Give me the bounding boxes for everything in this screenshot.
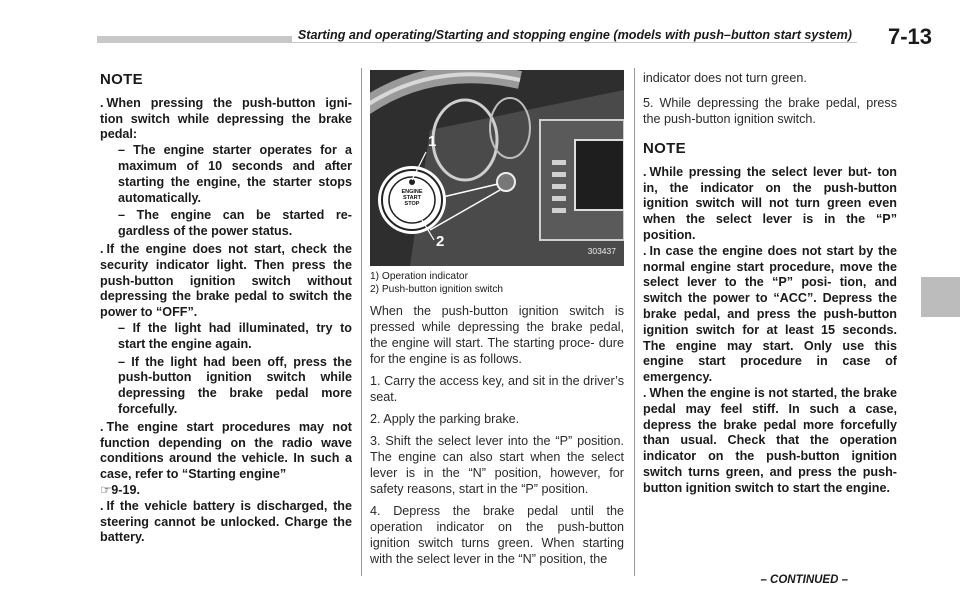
bullet-text: If the vehicle battery is discharged, the steering cannot be unlocked. Charge the battery. bbox=[100, 498, 352, 545]
procedure-step: 3. Shift the select lever into the “P” position. The engine can also start when the select lever is in the “N” position, however, for safety reasons, start in the “P” position. bbox=[370, 434, 624, 497]
figure-label-1: 1 bbox=[428, 133, 437, 150]
procedure-step: 4. Depress the brake pedal until the operation indicator on the push-button ignition switch turns green. When starting with the select lever in the “N” position, the bbox=[370, 504, 624, 567]
chapter-tab bbox=[921, 277, 960, 317]
bullet-text: While pressing the select lever but- ton in, the indicator on the push-button ignition switch will not turn green even when the select lever is in the “P” position. bbox=[643, 164, 897, 242]
note-subitem: – The engine can be started re- gardless of the power status. bbox=[118, 208, 352, 239]
figure-caption bbox=[370, 271, 624, 296]
procedure-step: 1. Carry the access key, and sit in the driver’s seat. bbox=[370, 374, 624, 405]
page-number: 7-13 bbox=[887, 24, 932, 49]
procedure-continuation: indicator does not turn green. bbox=[643, 71, 807, 85]
note-heading: NOTE bbox=[100, 71, 143, 88]
note-subitem: – If the light had illuminated, try to start the engine again. bbox=[118, 320, 352, 351]
right-column bbox=[643, 66, 897, 497]
intro-paragraph: When the push-button ignition switch is pressed while depressing the brake pedal, the engine will start. The starting proce- dure for the engine is as follows. bbox=[370, 304, 624, 367]
engine-start-button-illustration bbox=[370, 70, 624, 266]
note-bullet bbox=[643, 165, 897, 244]
note-heading: NOTE bbox=[643, 140, 686, 157]
note-bullet bbox=[100, 499, 352, 546]
bullet-dot: . bbox=[100, 419, 104, 434]
bullet-text: The engine start procedures may not function depending on the radio wave conditions around the vehicle. In such a case, refer to “Starting engine” bbox=[100, 419, 352, 482]
bullet-dot: . bbox=[643, 385, 647, 400]
note-subitem: – The engine starter operates for a maximum of 10 seconds and after starting the engine, the starter stops automatically. bbox=[118, 143, 352, 205]
left-column bbox=[100, 66, 352, 546]
column-divider-1 bbox=[361, 68, 362, 576]
dashboard-illustration bbox=[370, 70, 624, 266]
button-text-line: STOP bbox=[404, 201, 420, 208]
bullet-text: When the engine is not started, the brake pedal may feel stiff. In such a case, depress the brake pedal more forcefully than usual. Check that the operation indicator on the push-button ignition switch turns green, and press the push-button ignition switch to start the engine. bbox=[643, 385, 897, 495]
figure-label-2: 2 bbox=[436, 233, 445, 250]
procedure-step: 5. While depressing the brake pedal, press the push-button ignition switch. bbox=[643, 96, 897, 126]
bullet-dot: . bbox=[643, 164, 647, 179]
bullet-dot: . bbox=[100, 241, 104, 256]
note-bullet bbox=[100, 242, 352, 321]
bullet-text: If the engine does not start, check the security indicator light. Then press the push-button ignition switch without depressing the brake pedal to switch the power to “OFF”. bbox=[100, 241, 352, 320]
procedure-step: 2. Apply the parking brake. bbox=[370, 412, 520, 427]
note-bullet bbox=[100, 420, 352, 499]
button-text-line: START bbox=[403, 195, 421, 202]
figure-id: 303437 bbox=[587, 246, 616, 257]
middle-column bbox=[370, 62, 624, 567]
section-title: Starting and operating/Starting and stopping engine (models with push–button start system) bbox=[292, 28, 858, 42]
column-divider-2 bbox=[634, 68, 635, 576]
continued-footer: – CONTINUED – bbox=[760, 574, 848, 586]
bullet-text: When pressing the push-button igni- tion switch while depressing the brake pedal: bbox=[100, 95, 352, 142]
note-bullet bbox=[643, 244, 897, 386]
page-reference-icon: ☞ bbox=[100, 482, 112, 497]
note-subitem: – If the light had been off, press the push-button ignition switch while depressing the brake pedal more forcefully. bbox=[118, 354, 352, 416]
caption-item: 2) Push-button ignition switch bbox=[370, 283, 504, 295]
note-bullet bbox=[100, 96, 352, 143]
caption-item: 1) Operation indicator bbox=[370, 271, 468, 282]
note-bullet bbox=[643, 386, 897, 497]
page-reference-link[interactable]: 9-19. bbox=[111, 482, 141, 497]
button-text-line: ENGINE bbox=[401, 189, 423, 195]
button-engine-label bbox=[392, 189, 432, 208]
bullet-text: In case the engine does not start by the normal engine start procedure, move the select lever to the “P” posi- tion, and switch the power to “ACC”. Depress the brake pedal, and press the push-button ignition switch for at least 15 seconds. The engine may start. Only use this engine start procedure in case of emergency. bbox=[643, 243, 897, 385]
bullet-dot: . bbox=[643, 243, 647, 258]
bullet-dot: . bbox=[100, 498, 104, 513]
bullet-dot: . bbox=[100, 95, 104, 110]
